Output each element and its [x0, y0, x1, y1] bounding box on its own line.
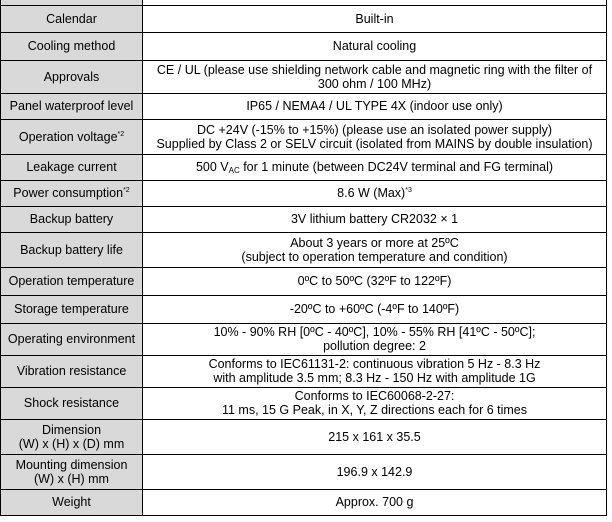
- spec-label: [1, 180, 143, 206]
- spec-value-line: About 3 years or more at 25ºC: [290, 235, 459, 250]
- spec-value: -20ºC to +60ºC (-4ºF to 140ºF): [143, 295, 607, 323]
- spec-label: Cooling method: [1, 32, 143, 60]
- spec-value: [143, 232, 607, 267]
- spec-value: Natural cooling: [143, 32, 607, 60]
- table-row-mounting-dimension: [1, 454, 607, 489]
- spec-label: Vibration resistance: [1, 355, 143, 387]
- footnote-marker: *2: [117, 130, 125, 138]
- spec-value: 0ºC to 50ºC (32ºF to 122ºF): [143, 267, 607, 295]
- spec-value-line: (subject to operation temperature and condition): [241, 249, 508, 264]
- spec-value: [143, 355, 607, 387]
- spec-label: Leakage current: [1, 154, 143, 180]
- table-row-environment: [1, 323, 607, 355]
- spec-value: 3V lithium battery CR2032 × 1: [143, 206, 607, 232]
- spec-value-line: Conforms to IEC60068-2-27:: [294, 389, 455, 403]
- table-row-battery: [1, 206, 607, 232]
- table-row-cooling: [1, 32, 607, 60]
- table-row-shock: [1, 387, 607, 419]
- table-row-voltage: [1, 119, 607, 154]
- table-row-leakage: [1, 154, 607, 180]
- spec-value-line: Conforms to IEC61131-2: continuous vibration 5 Hz - 8.3 Hz: [208, 357, 541, 371]
- spec-label-text: Power consumption: [13, 186, 124, 200]
- spec-value: 215 x 161 x 35.5: [143, 419, 607, 454]
- spec-value-line: with amplitude 3.5 mm; 8.3 Hz - 150 Hz with amplitude 1G: [213, 371, 536, 385]
- spec-value-line: 10% - 90% RH [0ºC - 40ºC], 10% - 55% RH [41ºC - 50ºC];: [213, 325, 536, 339]
- spec-value: [143, 60, 607, 93]
- spec-value-text: 8.6 W (Max): [337, 186, 406, 200]
- spec-label: Shock resistance: [1, 387, 143, 419]
- spec-value: [143, 323, 607, 355]
- spec-value-line: CE / UL (please use shielding network cable and magnetic ring with the filter of: [156, 62, 593, 77]
- spec-label: Backup battery life: [1, 232, 143, 267]
- table-row-weight: [1, 489, 607, 515]
- table-row-operation-temp: [1, 267, 607, 295]
- spec-value: Built-in: [143, 5, 607, 32]
- spec-label-line: Dimension: [41, 422, 102, 437]
- spec-label: Calendar: [1, 5, 143, 32]
- spec-value: [143, 180, 607, 206]
- spec-label: Operation temperature: [1, 267, 143, 295]
- spec-label-text: Operation voltage: [18, 129, 118, 144]
- table-row-vibration: [1, 355, 607, 387]
- spec-label: Operating environment: [1, 323, 143, 355]
- footnote-marker: *3: [405, 187, 412, 194]
- spec-value: [143, 387, 607, 419]
- spec-value-line: 11 ms, 15 G Peak, in X, Y, Z directions each for 6 times: [221, 403, 527, 417]
- table-row-power: [1, 180, 607, 206]
- spec-value: [143, 119, 607, 154]
- spec-label-line: (W) x (H) mm: [34, 471, 109, 486]
- spec-label: Backup battery: [1, 206, 143, 232]
- subscript-text: AC: [228, 166, 240, 175]
- spec-label: Storage temperature: [1, 295, 143, 323]
- spec-label: Approvals: [1, 60, 143, 93]
- spec-label: [1, 419, 143, 454]
- footnote-marker: *2: [123, 187, 130, 194]
- spec-label: [1, 119, 143, 154]
- table-row-dimension: [1, 419, 607, 454]
- spec-value-line: DC +24V (-15% to +15%) (please use an isolated power supply): [196, 122, 553, 137]
- table-row-approvals: [1, 60, 607, 93]
- spec-value-line: pollution degree: 2: [323, 339, 426, 353]
- spec-value: [143, 154, 607, 180]
- spec-label: [1, 454, 143, 489]
- spec-value: Approx. 700 g: [143, 489, 607, 515]
- spec-value-line: Supplied by Class 2 or SELV circuit (isolated from MAINS by double insulation): [156, 136, 593, 151]
- table-row-waterproof: [1, 93, 607, 119]
- spec-label-line: Mounting dimension: [15, 457, 128, 472]
- spec-value-text: 500 V: [195, 160, 229, 174]
- table-row-calendar: [1, 5, 607, 32]
- spec-value-text: for 1 minute (between DC24V terminal and FG terminal): [239, 160, 554, 174]
- spec-label-line: (W) x (H) x (D) mm: [18, 436, 125, 451]
- spec-label: Panel waterproof level: [1, 93, 143, 119]
- spec-value-line: 300 ohm / 100 MHz): [317, 76, 432, 91]
- spec-value: 196.9 x 142.9: [143, 454, 607, 489]
- table-row-battery-life: [1, 232, 607, 267]
- table-row-storage-temp: [1, 295, 607, 323]
- spec-label: Weight: [1, 489, 143, 515]
- spec-value: IP65 / NEMA4 / UL TYPE 4X (indoor use only): [143, 93, 607, 119]
